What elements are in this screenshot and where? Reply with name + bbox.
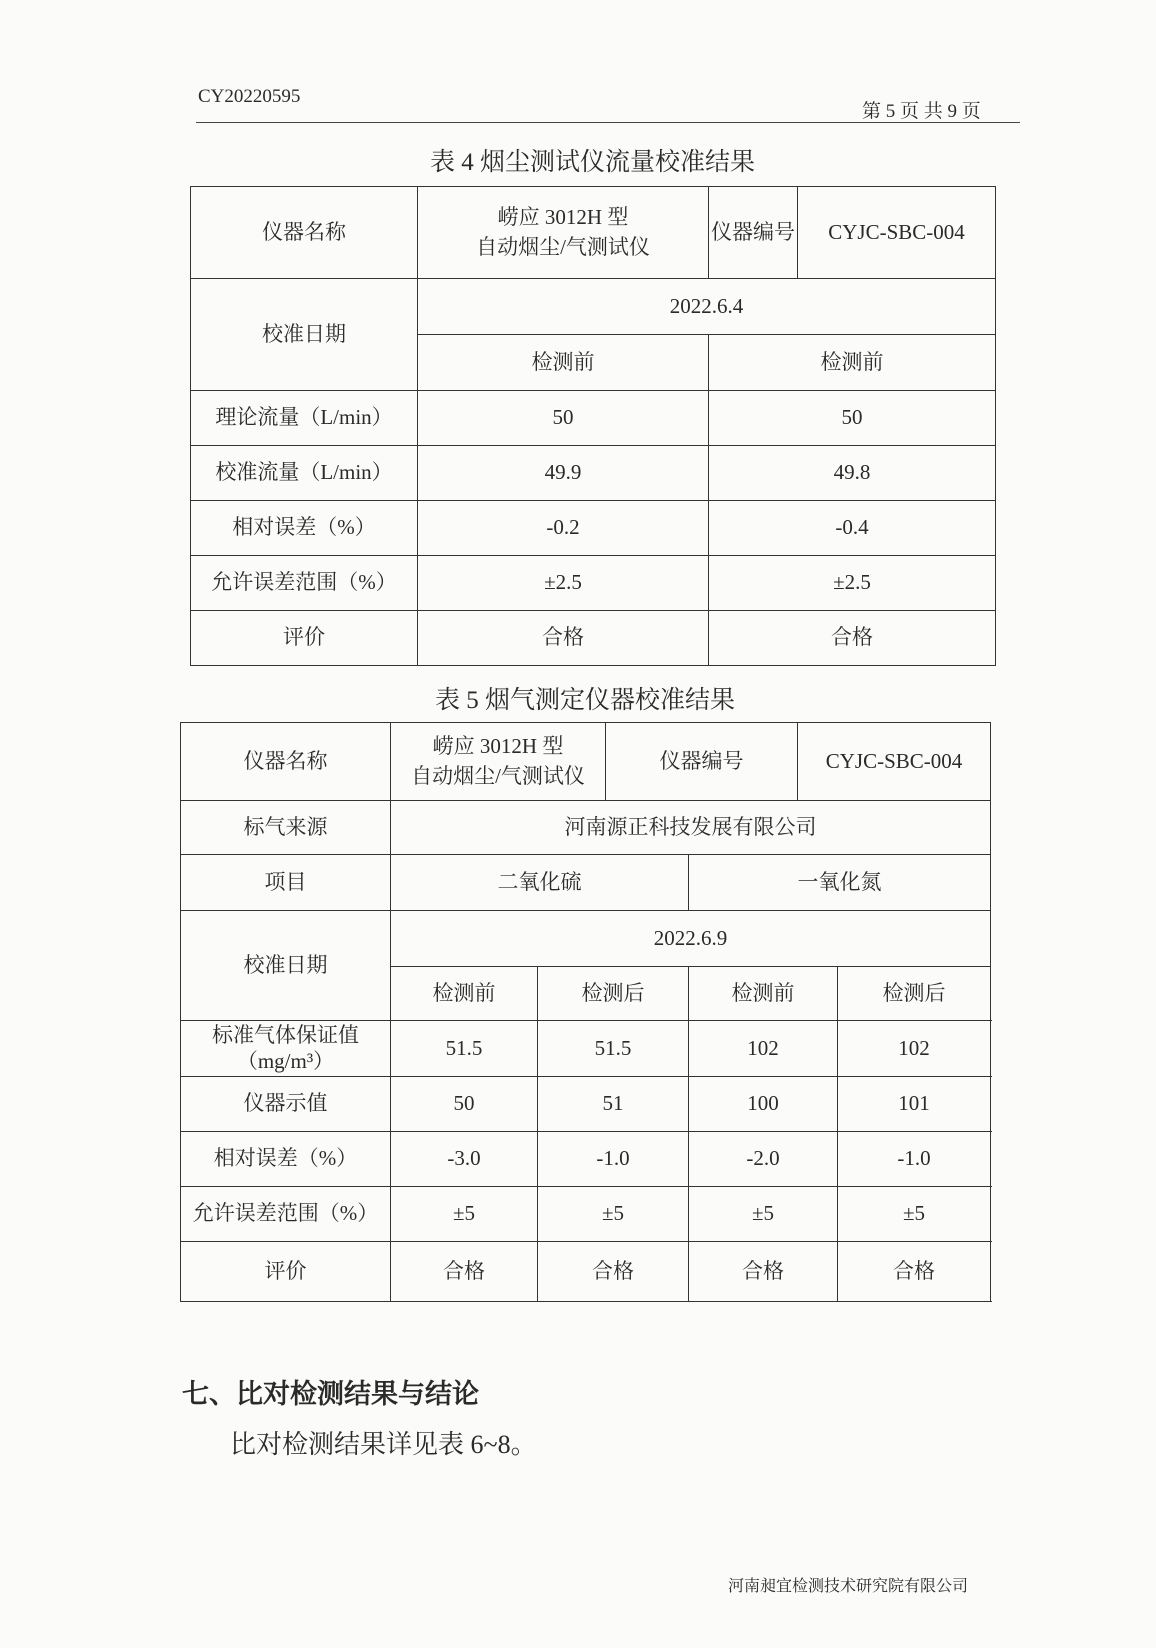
col-header: 检测前	[418, 335, 709, 391]
page-number: 第 5 页 共 9 页	[862, 101, 981, 122]
row-label: 相对误差（%）	[181, 1132, 391, 1187]
cell: 102	[689, 1021, 838, 1077]
date-label: 校准日期	[191, 279, 418, 391]
cell: 49.8	[709, 446, 996, 501]
calibration-date: 2022.6.9	[391, 911, 991, 967]
col-header: 检测前	[689, 967, 838, 1021]
cell: 合格	[538, 1242, 689, 1302]
footer-company: 河南昶宜检测技术研究院有限公司	[728, 1576, 969, 1595]
cell: 合格	[838, 1242, 991, 1302]
cell: ±5	[538, 1187, 689, 1242]
cell: ±5	[391, 1187, 538, 1242]
row-label: 校准流量（L/min）	[191, 446, 418, 501]
cell: 51.5	[538, 1021, 689, 1077]
row-label: 仪器示值	[181, 1077, 391, 1132]
cell: 合格	[418, 611, 709, 666]
gas-source-label: 标气来源	[181, 801, 391, 855]
gas-source: 河南源正科技发展有限公司	[391, 801, 991, 855]
cell: 50	[709, 391, 996, 446]
document-number: CY20220595	[198, 86, 301, 107]
table4-caption: 表 4 烟尘测试仪流量校准结果	[429, 149, 755, 176]
cell: 50	[391, 1077, 538, 1132]
cell: -2.0	[689, 1132, 838, 1187]
cell: -3.0	[391, 1132, 538, 1187]
cell: 49.9	[418, 446, 709, 501]
row-label: 标准气体保证值 （mg/m³）	[181, 1021, 391, 1077]
cell: -0.2	[418, 501, 709, 556]
col-header: 检测前	[391, 967, 538, 1021]
cell: -1.0	[838, 1132, 991, 1187]
cell: ±2.5	[709, 556, 996, 611]
instrument-name-label: 仪器名称	[181, 723, 391, 801]
row-label: 理论流量（L/min）	[191, 391, 418, 446]
cell: ±5	[838, 1187, 991, 1242]
col-header: 检测后	[838, 967, 991, 1021]
section-text: 比对检测结果详见表 6~8。	[230, 1430, 537, 1459]
row-label: 允许误差范围（%）	[181, 1187, 391, 1242]
instrument-no-label: 仪器编号	[606, 723, 798, 801]
item-label: 项目	[181, 855, 391, 911]
cell: ±2.5	[418, 556, 709, 611]
table5	[180, 722, 991, 1302]
col-header: 检测后	[538, 967, 689, 1021]
calibration-date: 2022.6.4	[418, 279, 996, 335]
table5-caption: 表 5 烟气测定仪器校准结果	[434, 687, 735, 714]
instrument-no: CYJC-SBC-004	[798, 187, 996, 279]
cell: 102	[838, 1021, 991, 1077]
cell: 合格	[709, 611, 996, 666]
col-header: 检测前	[709, 335, 996, 391]
cell: 合格	[689, 1242, 838, 1302]
item-so2: 二氧化硫	[391, 855, 689, 911]
row-label: 允许误差范围（%）	[191, 556, 418, 611]
cell: 100	[689, 1077, 838, 1132]
cell: 101	[838, 1077, 991, 1132]
instrument-name: 崂应 3012H 型 自动烟尘/气测试仪	[391, 723, 606, 801]
cell: -1.0	[538, 1132, 689, 1187]
cell: 51.5	[391, 1021, 538, 1077]
cell: ±5	[689, 1187, 838, 1242]
instrument-name: 崂应 3012H 型 自动烟尘/气测试仪	[418, 187, 709, 279]
cell: 50	[418, 391, 709, 446]
date-label: 校准日期	[181, 911, 391, 1021]
item-no: 一氧化氮	[689, 855, 991, 911]
section-title: 七、比对检测结果与结论	[182, 1379, 479, 1410]
row-label: 评价	[181, 1242, 391, 1302]
instrument-name-label: 仪器名称	[191, 187, 418, 279]
header-divider	[196, 122, 1020, 123]
cell: 合格	[391, 1242, 538, 1302]
instrument-no-label: 仪器编号	[709, 187, 798, 279]
cell: -0.4	[709, 501, 996, 556]
table4	[190, 186, 996, 666]
row-label: 相对误差（%）	[191, 501, 418, 556]
cell: 51	[538, 1077, 689, 1132]
row-label: 评价	[191, 611, 418, 666]
instrument-no: CYJC-SBC-004	[798, 723, 991, 801]
